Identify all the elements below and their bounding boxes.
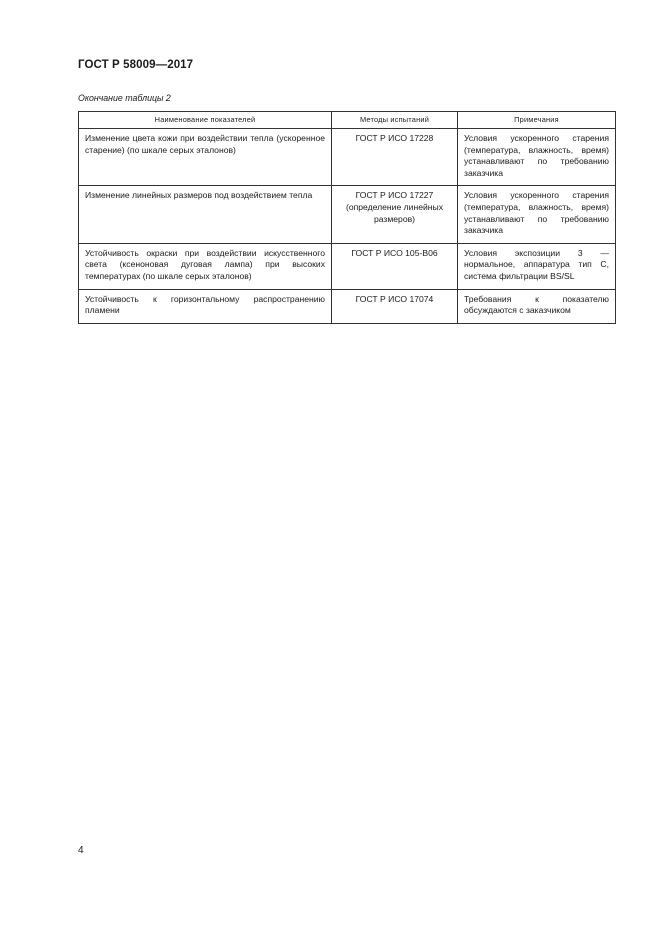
indicator-name-cell: Изменение линейных размеров под воздействием тепла (79, 186, 332, 243)
table-row (79, 289, 616, 323)
table-row (79, 243, 616, 289)
table-header-row (79, 112, 616, 129)
document-header: ГОСТ Р 58009—2017 (78, 59, 194, 71)
indicators-table (78, 111, 616, 324)
indicator-name-cell: Устойчивость окраски при воздействии искусственного света (ксеноновая дуговая лампа) при высоких температурах (по шкале серых эталонов) (79, 243, 332, 289)
column-header-indicator-name: Наименование показателей (79, 112, 332, 129)
page-number: 4 (78, 845, 84, 856)
table-row (79, 186, 616, 243)
indicator-name-cell: Изменение цвета кожи при воздействии тепла (ускоренное старение) (по шкале серых эталонов) (79, 129, 332, 186)
test-method-cell: ГОСТ Р ИСО 17074 (332, 289, 458, 323)
table-caption: Окончание таблицы 2 (78, 93, 171, 103)
note-cell: Условия экспозиции 3 — нормальное, аппаратура тип С, система фильтрации BS/SL (458, 243, 616, 289)
test-method-cell: ГОСТ Р ИСО 105-В06 (332, 243, 458, 289)
column-header-notes: Примечания (458, 112, 616, 129)
test-method-cell: ГОСТ Р ИСО 17227 (определение линейных размеров) (332, 186, 458, 243)
note-cell: Требования к показателю обсуждаются с заказчиком (458, 289, 616, 323)
indicator-name-cell: Устойчивость к горизонтальному распространению пламени (79, 289, 332, 323)
test-method-cell: ГОСТ Р ИСО 17228 (332, 129, 458, 186)
note-cell: Условия ускоренного старения (температура, влажность, время) устанавливают по требованию заказчика (458, 186, 616, 243)
note-cell: Условия ускоренного старения (температура, влажность, время) устанавливают по требованию заказчика (458, 129, 616, 186)
table-row (79, 129, 616, 186)
column-header-test-methods: Методы испытаний (332, 112, 458, 129)
